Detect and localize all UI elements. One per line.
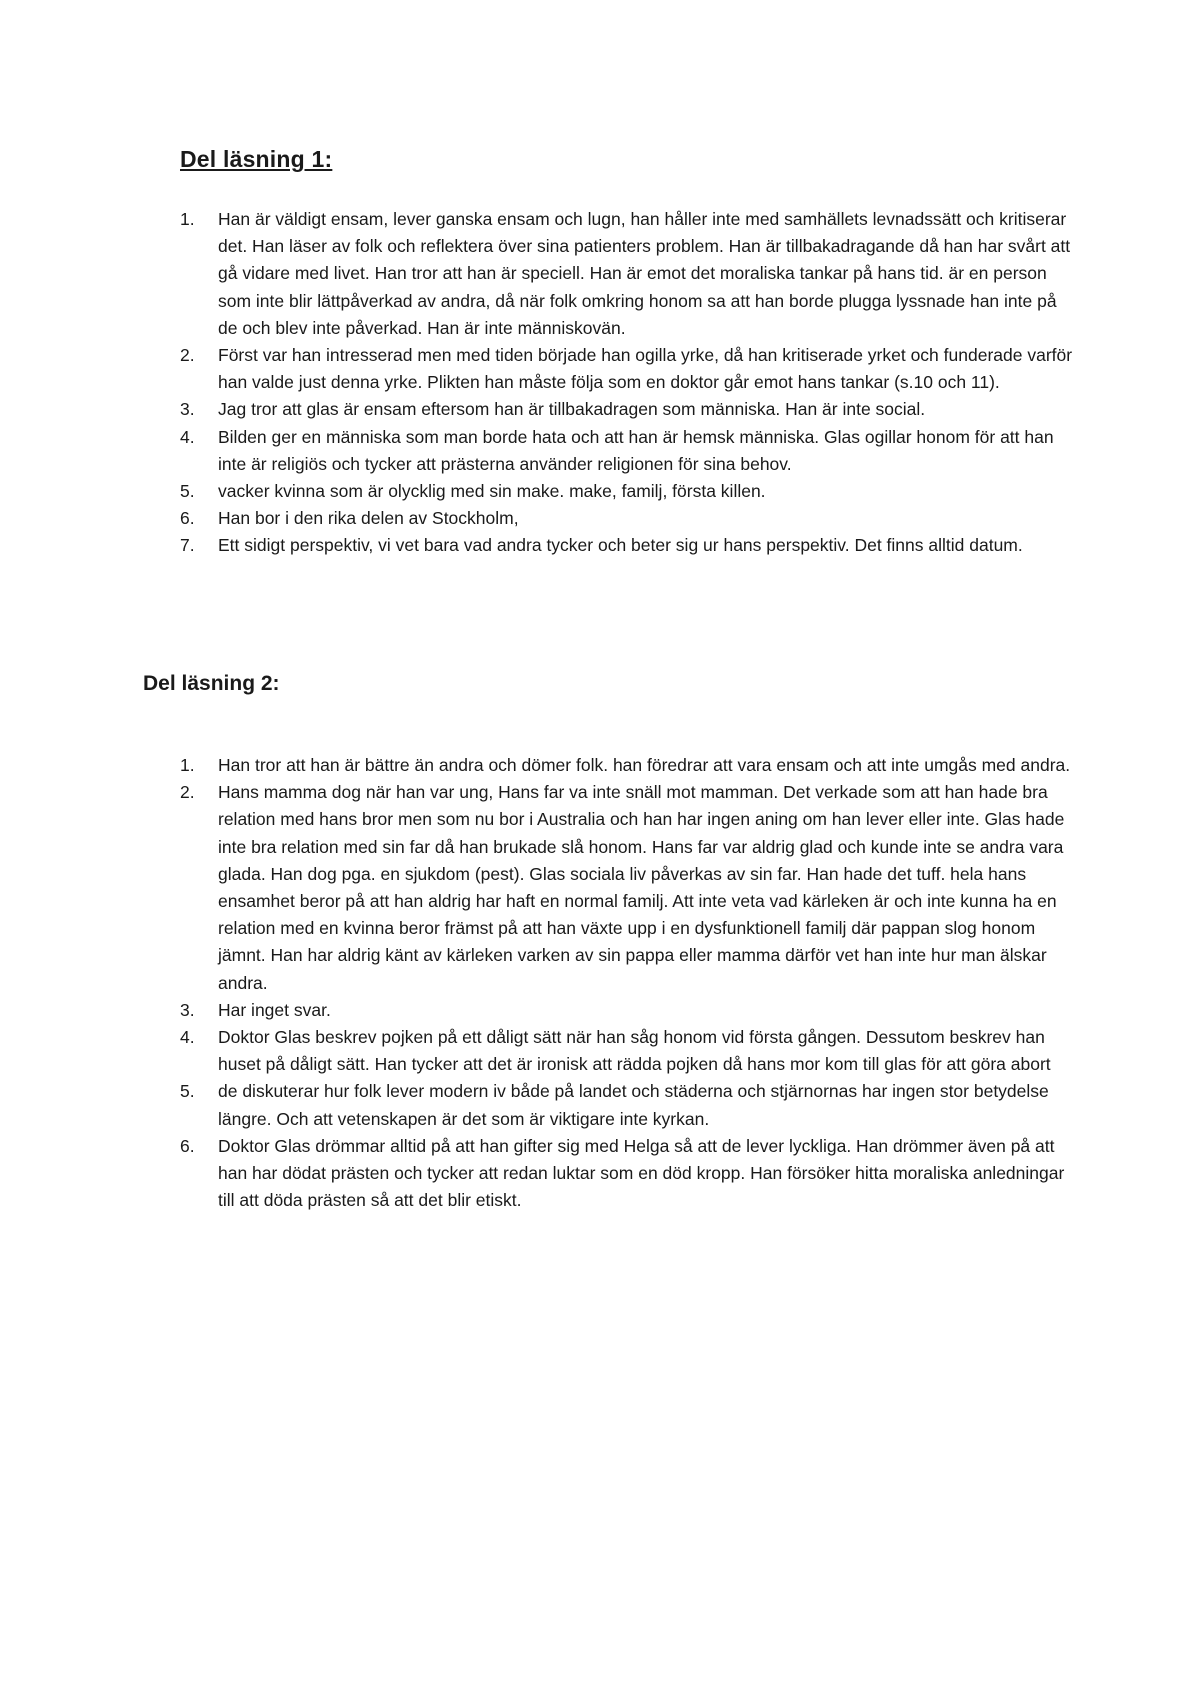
item-text: Doktor Glas drömmar alltid på att han gifter sig med Helga så att de lever lyckliga. Han drömmer även på att han har dödat prästen och tycker att redan luktar som en död kropp. Han försöker hitta moraliska anledningar till att döda prästen så att det blir etiskt. (218, 1135, 1065, 1211)
item-text: Först var han intresserad men med tiden började han ogilla yrke, då han kritiserade yrket och funderade varför han valde just denna yrke. Plikten han måste följa som en doktor går emot hans tankar (s.10 och 11). (218, 345, 1073, 393)
list-item (180, 997, 1080, 1024)
section2-heading: Del läsning 2: (143, 672, 280, 695)
item-text: de diskuterar hur folk lever modern iv både på landet och städerna och stjärnornas har ingen stor betydelse längre. Och att vetenskapen är det som är viktigare inte kyrkan. (218, 1081, 1049, 1129)
list-item (180, 1024, 1080, 1078)
item-number: 2. (180, 782, 195, 803)
section2-answer-list (180, 752, 1080, 1214)
list-item (180, 342, 1080, 396)
item-number: 5. (180, 1081, 195, 1102)
list-item (180, 779, 1080, 997)
item-number: 2. (180, 345, 195, 366)
item-text: Ett sidigt perspektiv, vi vet bara vad andra tycker och beter sig ur hans perspektiv. Det finns alltid datum. (218, 535, 1023, 556)
item-number: 1. (180, 209, 195, 229)
list-item (180, 206, 1080, 342)
item-number: 3. (180, 999, 195, 1020)
item-number: 4. (180, 1027, 195, 1048)
list-item (180, 752, 1080, 779)
item-number: 5. (180, 481, 195, 502)
item-number: 6. (180, 508, 195, 529)
list-item (180, 1078, 1080, 1132)
section1-heading: Del läsning 1: (180, 146, 333, 172)
section1-answer-list (180, 206, 1080, 560)
list-item (180, 478, 1080, 505)
item-number: 1. (180, 755, 195, 775)
item-text: Han tror att han är bättre än andra och dömer folk. han föredrar att vara ensam och att inte umgås med andra. (218, 755, 1071, 775)
list-item (180, 532, 1080, 559)
item-text: Hans mamma dog när han var ung, Hans far va inte snäll mot mamman. Det verkade som att han hade bra relation med hans bror men som nu bor i Australia och han har ingen aning om han lever eller inte. Glas hade inte bra relation med sin far då han brukade slå honom. Hans far var aldrig glad och kunde inte se andra vara glada. Han dog pga. en sjukdom (pest). Glas sociala liv påverkas av sin far. Han hade det tuff. hela hans ensamhet beror på att han aldrig har haft en normal familj. Att inte veta vad kärleken är och inte kunna ha en relation med en kvinna beror främst på att han växte upp i en dysfunktionell familj där pappan slog honom jämnt. Han har aldrig känt av kärleken varken av sin pappa eller mamma därför vet han inte hur man älskar andra. (218, 782, 1065, 993)
item-text: Har inget svar. (218, 999, 331, 1020)
item-number: 7. (180, 535, 195, 556)
item-text: Han är väldigt ensam, lever ganska ensam och lugn, han håller inte med samhällets levnadssätt och kritiserar det. Han läser av folk och reflektera över sina patienters problem. Han är tillbakadragande då han har svårt att gå vidare med livet. Han tror att han är speciell. Han är emot det moraliska tankar på hans tid. är en person som inte blir lättpåverkad av andra, då när folk omkring honom sa att han borde plugga lyssnade han inte på de och blev inte påverkad. Han är inte människovän. (218, 209, 1071, 338)
list-item (180, 424, 1080, 478)
item-number: 4. (180, 426, 195, 447)
item-text: Jag tror att glas är ensam eftersom han är tillbakadragen som människa. Han är inte social. (218, 399, 926, 420)
item-text: vacker kvinna som är olycklig med sin make. make, familj, första killen. (218, 481, 766, 502)
item-text: Han bor i den rika delen av Stockholm, (218, 508, 519, 529)
item-text: Bilden ger en människa som man borde hata och att han är hemsk människa. Glas ogillar honom för att han inte är religiös och tycker att prästerna använder religionen för sina behov. (218, 426, 1054, 474)
list-item (180, 505, 1080, 532)
item-number: 6. (180, 1135, 195, 1156)
list-item (180, 1133, 1080, 1215)
item-text: Doktor Glas beskrev pojken på ett dåligt sätt när han såg honom vid första gången. Dessutom beskrev han huset på dåligt sätt. Han tycker att det är ironisk att rädda pojken då hans mor kom till glas för att göra abort (218, 1027, 1051, 1075)
list-item (180, 396, 1080, 423)
item-number: 3. (180, 399, 195, 420)
